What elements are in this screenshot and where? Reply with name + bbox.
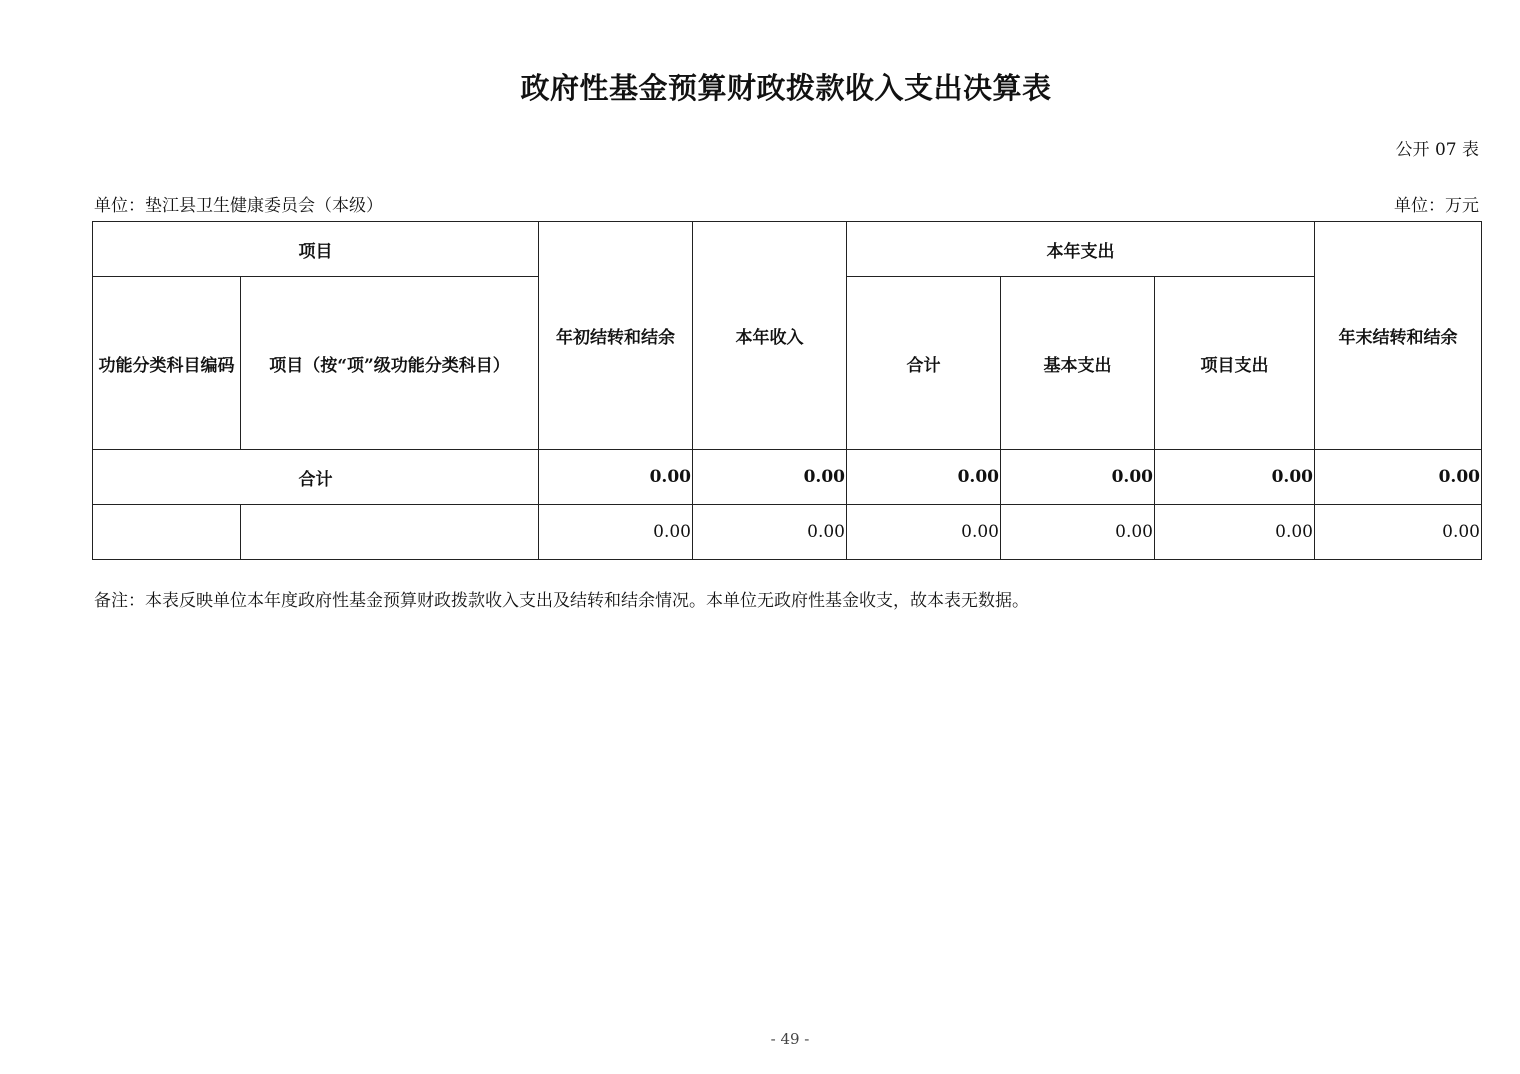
header-name: 项目（按“项”级功能分类科目）: [241, 277, 539, 450]
page-number: - 49 -: [770, 1030, 810, 1048]
row-income: 0.00: [693, 505, 847, 560]
header-basic-expense: 基本支出: [1001, 277, 1155, 450]
total-basic-expense: 0.00: [1001, 450, 1155, 505]
header-end-balance: 年末结转和结余: [1315, 222, 1482, 450]
header-expense-total: 合计: [847, 277, 1001, 450]
row-name: [241, 505, 539, 560]
row-end-balance: 0.00: [1315, 505, 1482, 560]
header-income: 本年收入: [693, 222, 847, 450]
unit-organization: 单位：垫江县卫生健康委员会（本级）: [94, 196, 383, 216]
total-begin-balance: 0.00: [539, 450, 693, 505]
header-code: 功能分类科目编码: [93, 277, 241, 450]
row-begin-balance: 0.00: [539, 505, 693, 560]
page-title: 政府性基金预算财政拨款收入支出决算表: [520, 71, 1052, 105]
total-row: [93, 450, 1482, 505]
table-row: [93, 505, 1482, 560]
total-label: 合计: [93, 450, 539, 505]
total-project-expense: 0.00: [1155, 450, 1315, 505]
header-project-expense: 项目支出: [1155, 277, 1315, 450]
total-income: 0.00: [693, 450, 847, 505]
row-basic-expense: 0.00: [1001, 505, 1155, 560]
total-end-balance: 0.00: [1315, 450, 1482, 505]
header-begin-balance: 年初结转和结余: [539, 222, 693, 450]
row-expense-total: 0.00: [847, 505, 1001, 560]
row-code: [93, 505, 241, 560]
unit-currency: 单位：万元: [1394, 196, 1479, 216]
header-project: 项目: [93, 222, 539, 277]
row-project-expense: 0.00: [1155, 505, 1315, 560]
total-expense-total: 0.00: [847, 450, 1001, 505]
budget-table: [92, 221, 1482, 560]
form-number: 公开 07 表: [1395, 140, 1479, 160]
header-expense-group: 本年支出: [847, 222, 1315, 277]
footnote: 备注：本表反映单位本年度政府性基金预算财政拨款收入支出及结转和结余情况。本单位无政府性基金收支，故本表无数据。: [94, 591, 1029, 611]
